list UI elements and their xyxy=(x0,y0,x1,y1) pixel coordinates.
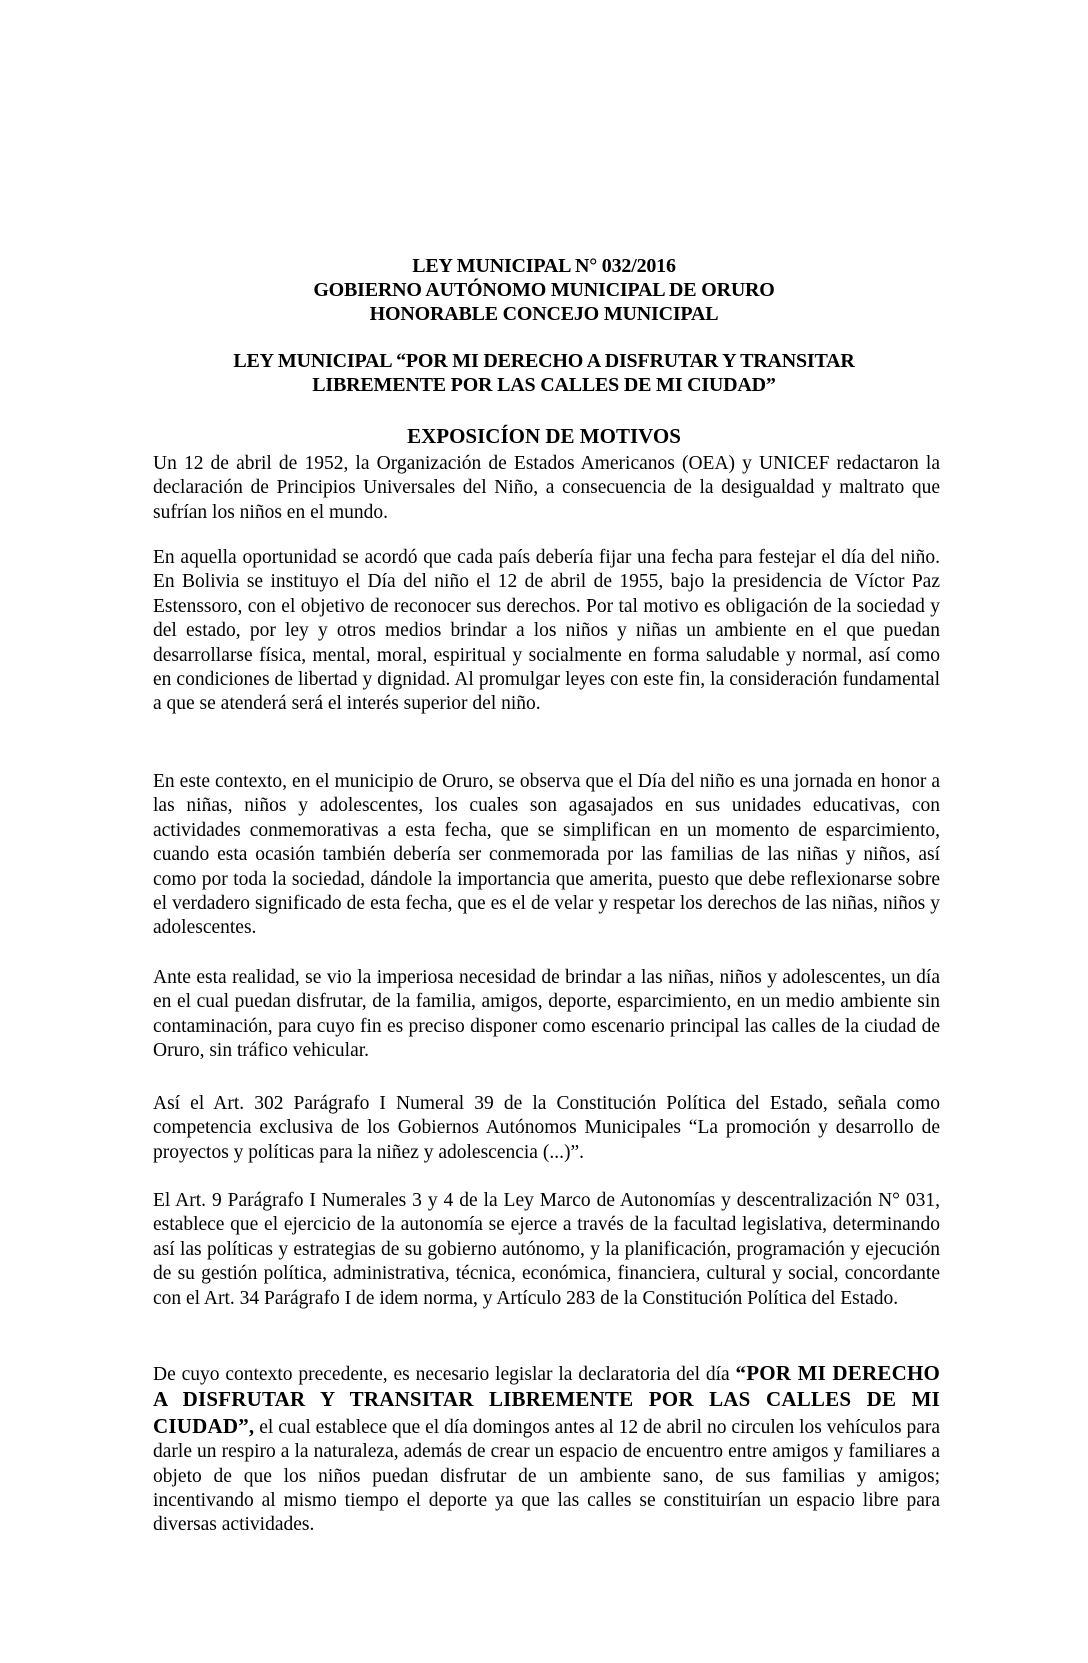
law-title-line-2: LIBREMENTE POR LAS CALLES DE MI CIUDAD” xyxy=(312,374,776,396)
paragraph-7-body: el cual establece que el día domingos antes al 12 de abril no circulen los vehículos para darle un respiro a la naturaleza, además de crear un espacio de encuentro entre amigos y familiares a objeto de que los niños puedan disfrutar de un ambiente sano, de sus familias y amigos; incentivando al mismo tiempo el deporte ya que las calles se constituirían un espacio libre para diversas actividades. xyxy=(153,1416,940,1536)
document-header xyxy=(0,254,1088,326)
paragraph-7 xyxy=(153,1361,940,1538)
paragraph-4: Ante esta realidad, se vio la imperiosa necesidad de brindar a las niñas, niños y adolescentes, un día en el cual puedan disfrutar, de la familia, amigos, deporte, esparcimiento, en un medio ambiente sin contaminación, para cuyo fin es preciso disponer como escenario principal las calles de la ciudad de Oruro, sin tráfico vehicular. xyxy=(153,967,940,1062)
paragraph-7-intro: De cuyo contexto precedente, es necesario legislar la declaratoria del día xyxy=(153,1364,736,1385)
law-title-line-1: LEY MUNICIPAL “POR MI DERECHO A DISFRUTAR Y TRANSITAR xyxy=(233,350,855,372)
law-title xyxy=(0,349,1088,397)
paragraph-1: Un 12 de abril de 1952, la Organización de Estados Americanos (OEA) y UNICEF redactaron la declaración de Principios Universales del Niño, a consecuencia de la desigualdad y maltrato que sufrían los niños en el mundo. xyxy=(153,453,940,523)
section-heading: EXPOSICÍON DE MOTIVOS xyxy=(407,424,681,448)
government-name: GOBIERNO AUTÓNOMO MUNICIPAL DE ORURO xyxy=(313,279,775,301)
paragraph-3: En este contexto, en el municipio de Oruro, se observa que el Día del niño es una jornada en honor a las niñas, niños y adolescentes, los cuales son agasajados en sus unidades educativas, con actividades conmemorativas a esta fecha, que se simplifican en un momento de esparcimiento, cuando esta ocasión también debería ser conmemorada por las familias de las niñas y niños, así como por toda la sociedad, dándole la importancia que amerita, puesto que debe reflexionarse sobre el verdadero significado de esta fecha, que es el de velar y respetar los derechos de las niñas, niños y adolescentes. xyxy=(153,771,940,939)
council-name: HONORABLE CONCEJO MUNICIPAL xyxy=(369,303,719,325)
law-number: LEY MUNICIPAL N° 032/2016 xyxy=(412,255,676,277)
paragraph-7-law-name: “POR MI DERECHO A DISFRUTAR Y TRANSITAR LIBREMENTE POR LAS CALLES DE MI CIUDAD”, xyxy=(153,1361,941,1438)
paragraph-2: En aquella oportunidad se acordó que cada país debería fijar una fecha para festejar el día del niño. En Bolivia se instituyo el Día del niño el 12 de abril de 1955, bajo la presidencia de Víctor Paz Estenssoro, con el objetivo de reconocer sus derechos. Por tal motivo es obligación de la sociedad y del estado, por ley y otros medios brindar a los niños y niñas un ambiente en el que puedan desarrollarse física, mental, moral, espiritual y socialmente en forma saludable y normal, así como en condiciones de libertad y dignidad. Al promulgar leyes con este fin, la consideración fundamental a que se atenderá será el interés superior del niño. xyxy=(153,547,940,715)
paragraph-5: Así el Art. 302 Parágrafo I Numeral 39 de la Constitución Política del Estado, señala como competencia exclusiva de los Gobiernos Autónomos Municipales “La promoción y desarrollo de proyectos y políticas para la niñez y adolescencia (...)”. xyxy=(153,1093,940,1163)
paragraph-6: El Art. 9 Parágrafo I Numerales 3 y 4 de la Ley Marco de Autonomías y descentralización N° 031, establece que el ejercicio de la autonomía se ejerce a través de la facultad legislativa, determinando así las políticas y estrategias de su gobierno autónomo, y la planificación, programación y ejecución de su gestión política, administrativa, técnica, económica, financiera, cultural y social, concordante con el Art. 34 Parágrafo I de idem norma, y Artículo 283 de la Constitución Política del Estado. xyxy=(153,1190,940,1309)
